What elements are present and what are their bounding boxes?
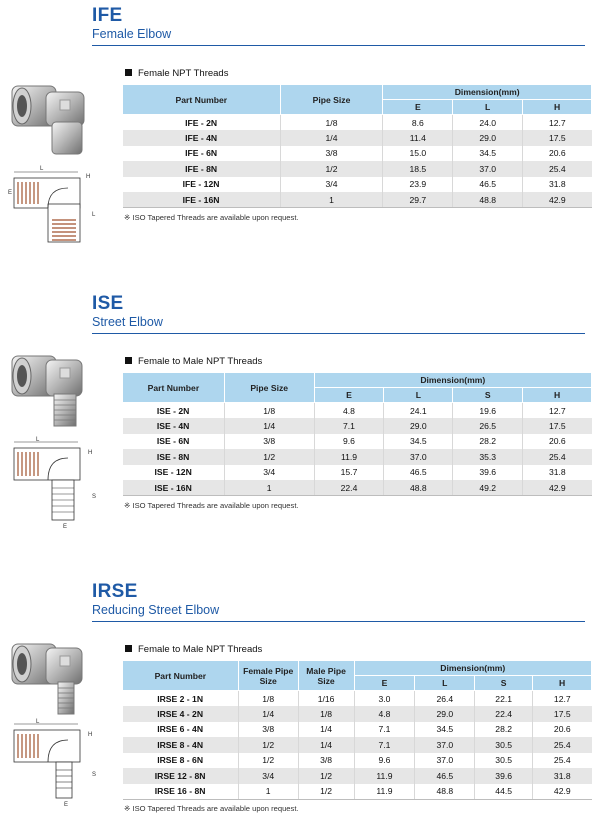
table-row — [123, 161, 592, 177]
col-header-e: E — [314, 388, 384, 403]
note-asterisk-icon: ※ — [124, 501, 131, 510]
table-row — [123, 465, 592, 481]
cell-h: 17.5 — [533, 706, 592, 722]
cell-part-number: IFE - 2N — [123, 115, 281, 131]
col-header-s: S — [453, 388, 523, 403]
dim-label-e: E — [8, 190, 13, 196]
cell-l: 48.8 — [384, 480, 453, 496]
spec-table — [122, 84, 592, 208]
cell-part-number: IRSE 16 - 8N — [123, 784, 239, 800]
table-row — [123, 753, 592, 769]
col-header-dimension: Dimension(mm) — [314, 373, 591, 388]
dimension-diagram — [8, 164, 98, 251]
table-row — [123, 192, 592, 208]
cell-female-size: 1/4 — [238, 706, 298, 722]
dimension-diagram — [8, 436, 98, 537]
cell-h: 17.5 — [523, 418, 592, 434]
cell-part-number: IFE - 8N — [123, 161, 281, 177]
cell-l: 37.0 — [384, 449, 453, 465]
footnote — [124, 501, 299, 510]
cell-l: 29.0 — [453, 130, 523, 146]
spec-table — [122, 660, 592, 800]
cell-l: 46.5 — [415, 768, 475, 784]
cell-h: 42.9 — [533, 784, 592, 800]
cell-l: 46.5 — [384, 465, 453, 481]
cell-h: 42.9 — [523, 480, 592, 496]
cell-l: 26.4 — [415, 691, 475, 707]
table-row — [123, 449, 592, 465]
cell-e: 18.5 — [383, 161, 453, 177]
cell-pipe-size: 1/4 — [280, 130, 383, 146]
table-row — [123, 706, 592, 722]
cell-s: 39.6 — [453, 465, 523, 481]
elbow-photo — [8, 640, 88, 721]
title-rule — [92, 333, 585, 334]
cell-l: 24.1 — [384, 403, 453, 419]
cell-e: 7.1 — [314, 418, 384, 434]
cell-part-number: ISE - 8N — [123, 449, 225, 465]
cell-s: 26.5 — [453, 418, 523, 434]
cell-s: 30.5 — [475, 737, 533, 753]
dim-label-s: S — [92, 494, 97, 500]
footnote-text: ISO Tapered Threads are available upon request. — [132, 804, 299, 813]
cell-l: 34.5 — [453, 146, 523, 162]
cell-part-number: IRSE 4 - 2N — [123, 706, 239, 722]
cell-part-number: IFE - 4N — [123, 130, 281, 146]
cell-male-size: 1/2 — [298, 784, 354, 800]
cell-h: 31.8 — [533, 768, 592, 784]
cell-l: 48.8 — [453, 192, 523, 208]
cell-pipe-size: 3/8 — [280, 146, 383, 162]
cell-e: 22.4 — [314, 480, 384, 496]
bullet-square-icon — [125, 69, 132, 76]
col-header-h: H — [533, 676, 592, 691]
table-row — [123, 434, 592, 450]
cell-pipe-size: 1 — [280, 192, 383, 208]
col-header-pipe-size: Pipe Size — [280, 85, 383, 115]
dim-label-e: E — [63, 524, 68, 530]
table-row — [123, 722, 592, 738]
section-code: ISE — [92, 293, 124, 314]
cell-l: 34.5 — [384, 434, 453, 450]
cell-l: 34.5 — [415, 722, 475, 738]
section-title: Street Elbow — [92, 315, 163, 329]
thread-type-text: Female NPT Threads — [138, 68, 229, 79]
table-row — [123, 691, 592, 707]
cell-e: 4.8 — [354, 706, 415, 722]
cell-s: 35.3 — [453, 449, 523, 465]
section-title: Reducing Street Elbow — [92, 603, 220, 617]
thread-type-label — [125, 356, 262, 367]
dim-label-h: H — [86, 174, 91, 180]
elbow-photo — [8, 78, 88, 163]
cell-l: 37.0 — [415, 737, 475, 753]
cell-pipe-size: 1 — [224, 480, 314, 496]
dim-label-l2: L — [92, 212, 96, 218]
cell-pipe-size: 1/2 — [280, 161, 383, 177]
cell-h: 31.8 — [523, 465, 592, 481]
cell-part-number: IRSE 8 - 6N — [123, 753, 239, 769]
footnote-text: ISO Tapered Threads are available upon request. — [132, 213, 299, 222]
col-header-l: L — [415, 676, 475, 691]
table-row — [123, 130, 592, 146]
cell-part-number: ISE - 16N — [123, 480, 225, 496]
cell-l: 37.0 — [415, 753, 475, 769]
cell-e: 11.9 — [314, 449, 384, 465]
table-row — [123, 177, 592, 193]
thread-type-text: Female to Male NPT Threads — [138, 356, 263, 367]
cell-s: 39.6 — [475, 768, 533, 784]
table-row — [123, 768, 592, 784]
cell-male-size: 1/4 — [298, 737, 354, 753]
title-rule — [92, 45, 585, 46]
col-header-part-number: Part Number — [123, 661, 239, 691]
cell-female-size: 3/4 — [238, 768, 298, 784]
cell-h: 12.7 — [523, 403, 592, 419]
cell-e: 29.7 — [383, 192, 453, 208]
col-header-h: H — [523, 388, 592, 403]
table-row — [123, 403, 592, 419]
cell-e: 4.8 — [314, 403, 384, 419]
thread-type-label — [125, 644, 262, 655]
cell-e: 11.9 — [354, 768, 415, 784]
cell-h: 12.7 — [523, 115, 592, 131]
dimension-diagram — [8, 718, 98, 819]
cell-s: 28.2 — [475, 722, 533, 738]
col-header-part-number: Part Number — [123, 373, 225, 403]
dim-label-l: L — [40, 166, 44, 172]
elbow-photo — [8, 350, 88, 435]
cell-part-number: IRSE 8 - 4N — [123, 737, 239, 753]
cell-l: 29.0 — [415, 706, 475, 722]
table-row — [123, 480, 592, 496]
section-code: IRSE — [92, 581, 138, 602]
cell-female-size: 1/2 — [238, 737, 298, 753]
cell-part-number: IFE - 12N — [123, 177, 281, 193]
cell-part-number: ISE - 2N — [123, 403, 225, 419]
footnote — [124, 804, 299, 813]
col-header-h: H — [523, 100, 592, 115]
spec-table — [122, 372, 592, 496]
cell-e: 8.6 — [383, 115, 453, 131]
cell-h: 20.6 — [533, 722, 592, 738]
cell-h: 31.8 — [523, 177, 592, 193]
dim-label-h: H — [88, 450, 93, 456]
cell-part-number: ISE - 6N — [123, 434, 225, 450]
cell-male-size: 3/8 — [298, 753, 354, 769]
cell-s: 19.6 — [453, 403, 523, 419]
cell-pipe-size: 1/4 — [224, 418, 314, 434]
cell-e: 7.1 — [354, 722, 415, 738]
cell-pipe-size: 1/2 — [224, 449, 314, 465]
col-header-part-number: Part Number — [123, 85, 281, 115]
cell-e: 11.4 — [383, 130, 453, 146]
col-header-male-pipe-size: Male Pipe Size — [298, 661, 354, 691]
cell-l: 24.0 — [453, 115, 523, 131]
thread-type-text: Female to Male NPT Threads — [138, 644, 263, 655]
cell-part-number: IFE - 6N — [123, 146, 281, 162]
cell-l: 48.8 — [415, 784, 475, 800]
cell-pipe-size: 3/4 — [280, 177, 383, 193]
bullet-square-icon — [125, 645, 132, 652]
cell-e: 3.0 — [354, 691, 415, 707]
cell-female-size: 1/2 — [238, 753, 298, 769]
note-asterisk-icon: ※ — [124, 804, 131, 813]
table-row — [123, 418, 592, 434]
dim-label-l: L — [36, 437, 40, 443]
cell-h: 25.4 — [533, 753, 592, 769]
dim-label-e: E — [64, 802, 69, 808]
title-rule — [92, 621, 585, 622]
table-row — [123, 737, 592, 753]
col-header-dimension: Dimension(mm) — [383, 85, 592, 100]
col-header-female-pipe-size: Female Pipe Size — [238, 661, 298, 691]
cell-part-number: IRSE 12 - 8N — [123, 768, 239, 784]
cell-male-size: 1/4 — [298, 722, 354, 738]
note-asterisk-icon: ※ — [124, 213, 131, 222]
cell-female-size: 3/8 — [238, 722, 298, 738]
col-header-s: S — [475, 676, 533, 691]
col-header-e: E — [383, 100, 453, 115]
cell-pipe-size: 1/8 — [280, 115, 383, 131]
cell-e: 15.0 — [383, 146, 453, 162]
cell-l: 29.0 — [384, 418, 453, 434]
table-row — [123, 784, 592, 800]
cell-pipe-size: 3/8 — [224, 434, 314, 450]
col-header-pipe-size: Pipe Size — [224, 373, 314, 403]
cell-h: 20.6 — [523, 434, 592, 450]
footnote-text: ISO Tapered Threads are available upon request. — [132, 501, 299, 510]
table-row — [123, 115, 592, 131]
dim-label-l: L — [36, 719, 40, 725]
cell-part-number: IRSE 2 - 1N — [123, 691, 239, 707]
cell-part-number: IRSE 6 - 4N — [123, 722, 239, 738]
cell-s: 22.4 — [475, 706, 533, 722]
cell-part-number: ISE - 12N — [123, 465, 225, 481]
footnote — [124, 213, 299, 222]
section-code: IFE — [92, 5, 123, 26]
cell-h: 25.4 — [533, 737, 592, 753]
cell-e: 9.6 — [354, 753, 415, 769]
cell-male-size: 1/2 — [298, 768, 354, 784]
cell-e: 11.9 — [354, 784, 415, 800]
dim-label-s: S — [92, 772, 97, 778]
cell-female-size: 1 — [238, 784, 298, 800]
cell-l: 37.0 — [453, 161, 523, 177]
cell-h: 42.9 — [523, 192, 592, 208]
cell-male-size: 1/8 — [298, 706, 354, 722]
cell-s: 22.1 — [475, 691, 533, 707]
dim-label-h: H — [88, 732, 93, 738]
cell-e: 23.9 — [383, 177, 453, 193]
cell-e: 7.1 — [354, 737, 415, 753]
cell-s: 44.5 — [475, 784, 533, 800]
col-header-e: E — [354, 676, 415, 691]
cell-part-number: IFE - 16N — [123, 192, 281, 208]
cell-l: 46.5 — [453, 177, 523, 193]
cell-pipe-size: 1/8 — [224, 403, 314, 419]
section-title: Female Elbow — [92, 27, 172, 41]
cell-part-number: ISE - 4N — [123, 418, 225, 434]
bullet-square-icon — [125, 357, 132, 364]
cell-s: 49.2 — [453, 480, 523, 496]
cell-e: 15.7 — [314, 465, 384, 481]
cell-pipe-size: 3/4 — [224, 465, 314, 481]
thread-type-label — [125, 68, 228, 79]
cell-h: 17.5 — [523, 130, 592, 146]
cell-h: 25.4 — [523, 161, 592, 177]
cell-h: 12.7 — [533, 691, 592, 707]
cell-e: 9.6 — [314, 434, 384, 450]
cell-h: 20.6 — [523, 146, 592, 162]
col-header-dimension: Dimension(mm) — [354, 661, 591, 676]
cell-female-size: 1/8 — [238, 691, 298, 707]
col-header-l: L — [453, 100, 523, 115]
cell-male-size: 1/16 — [298, 691, 354, 707]
table-row — [123, 146, 592, 162]
cell-s: 30.5 — [475, 753, 533, 769]
cell-s: 28.2 — [453, 434, 523, 450]
cell-h: 25.4 — [523, 449, 592, 465]
col-header-l: L — [384, 388, 453, 403]
